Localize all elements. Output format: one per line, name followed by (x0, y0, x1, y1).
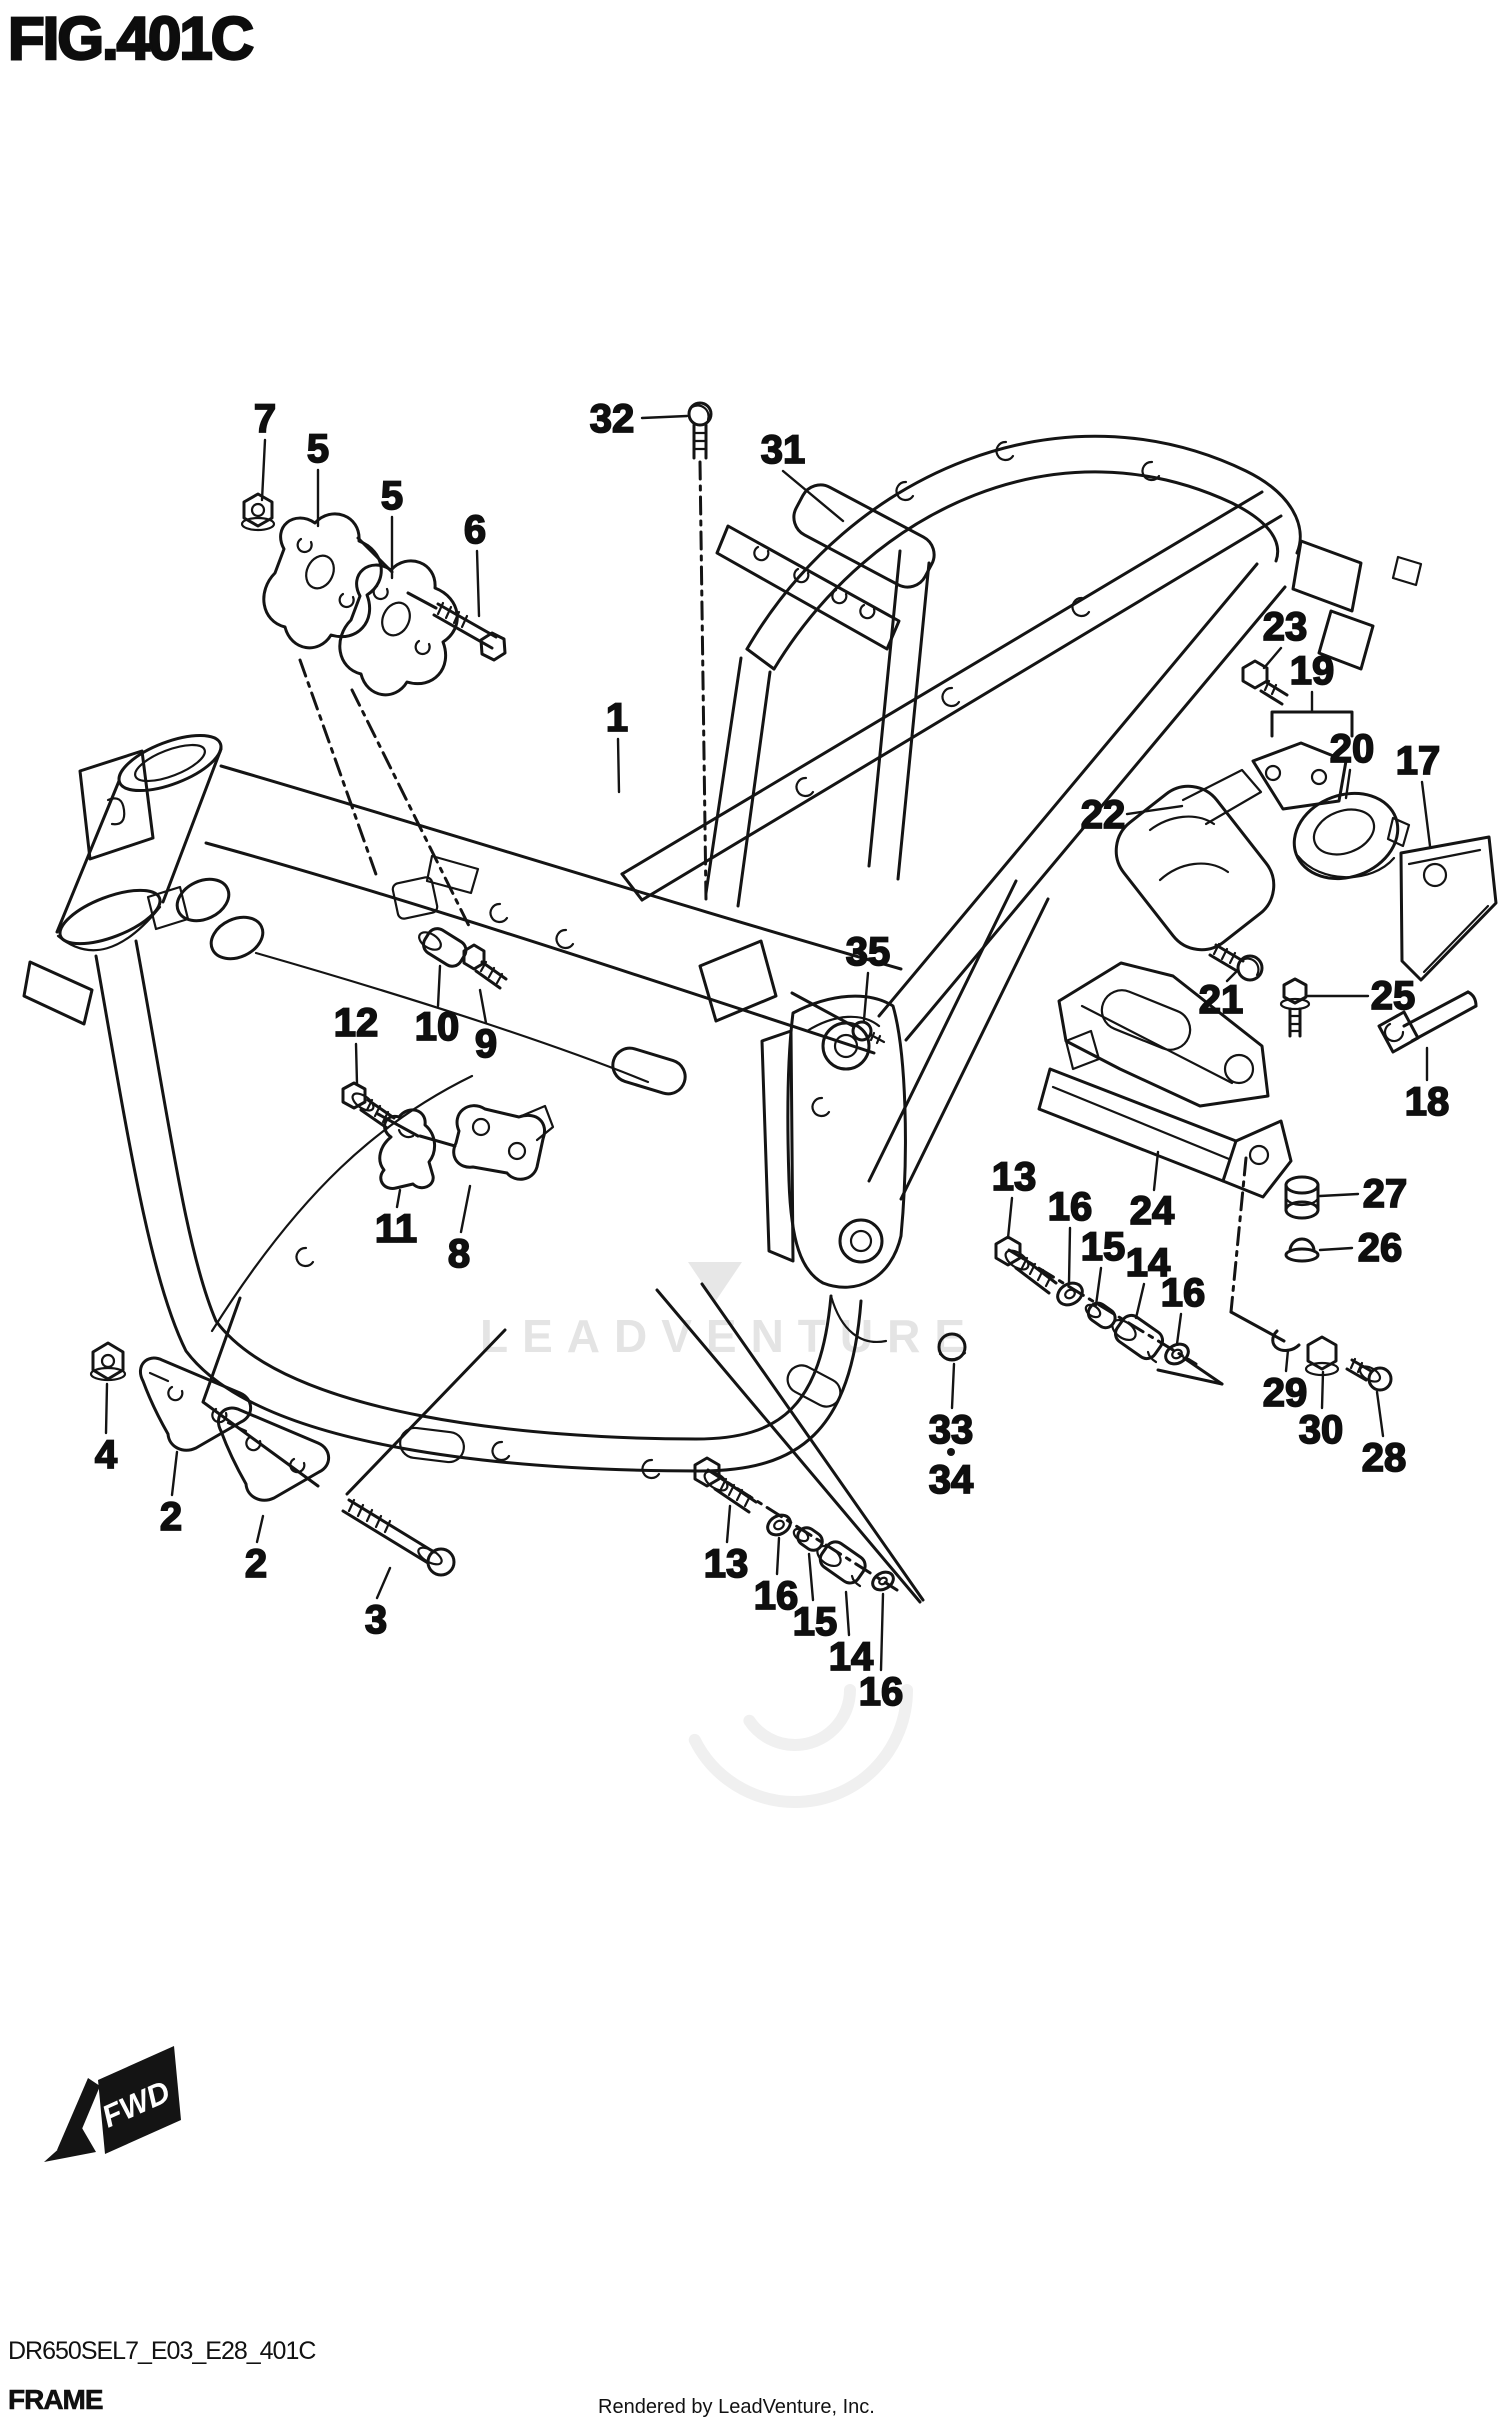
leader-line-1 (618, 739, 619, 792)
part-plate-17 (1401, 837, 1496, 980)
part-clip-29 (1273, 1331, 1299, 1351)
callout-17: 17 (1395, 739, 1441, 783)
callout-2: 2 (244, 1542, 268, 1586)
leader-line-2 (257, 1516, 263, 1542)
callout-4: 4 (94, 1433, 118, 1477)
callout-15: 15 (792, 1600, 838, 1644)
part-nut-7 (242, 494, 274, 530)
callout-6: 6 (463, 508, 487, 552)
leader-line-31 (783, 471, 843, 521)
callout-10: 10 (414, 1005, 460, 1049)
callout-28: 28 (1361, 1436, 1407, 1480)
part-bolt-25 (1281, 979, 1309, 1036)
callout-18: 18 (1404, 1080, 1450, 1124)
callout-30: 30 (1298, 1408, 1344, 1452)
callout-1: 1 (605, 696, 629, 740)
leader-line-15 (809, 1554, 813, 1600)
callout-29: 29 (1262, 1371, 1308, 1415)
part-bolt-9 (464, 945, 506, 988)
part-washer-16d (869, 1569, 896, 1594)
callout-35: 35 (845, 930, 891, 974)
part-bolt-21 (1210, 944, 1262, 980)
part-spacer-15b (792, 1524, 826, 1554)
leader-line-24 (1154, 1152, 1158, 1190)
leader-line-29 (1286, 1350, 1288, 1371)
leader-line-16 (777, 1538, 779, 1574)
part-bracket-31 (717, 478, 941, 649)
callout-19: 19 (1289, 649, 1335, 693)
part-bushing-10 (416, 925, 470, 970)
callout-16: 16 (753, 1574, 799, 1618)
leader-line-33 (952, 1364, 954, 1408)
leader-line-11 (397, 1190, 400, 1207)
callout-numbers (95, 397, 1449, 1714)
part-bracket-8 (454, 1106, 553, 1180)
leader-line-30 (1322, 1372, 1323, 1408)
leader-line-7 (262, 440, 265, 500)
callout-2: 2 (159, 1495, 183, 1539)
figure-title: FIG.401C (8, 5, 253, 72)
part-bracket-2a (140, 1358, 250, 1450)
leader-line-3 (377, 1568, 390, 1598)
part-bushing-14a (1109, 1312, 1167, 1363)
callout-33: 33 (928, 1408, 974, 1452)
callout-16: 16 (858, 1670, 904, 1714)
watermark (480, 1262, 979, 1802)
part-bracket-5a (264, 514, 381, 648)
leader-line-16 (881, 1594, 883, 1670)
footer-credit: Rendered by LeadVenture, Inc. (598, 2396, 875, 2418)
callout-13: 13 (991, 1155, 1037, 1199)
callout-22: 22 (1080, 793, 1126, 837)
callout-16: 16 (1047, 1185, 1093, 1229)
part-bolt-28 (1347, 1359, 1391, 1390)
leader-line-32 (642, 416, 687, 418)
part-nut-30 (1306, 1337, 1338, 1375)
watermark-logo-mark (688, 1262, 742, 1302)
leader-line-16 (1177, 1314, 1181, 1344)
callout-7: 7 (253, 397, 277, 441)
callout-23: 23 (1262, 605, 1308, 649)
leader-line-14 (1136, 1284, 1144, 1318)
watermark-text: LEADVENTURE (480, 1310, 980, 1362)
footer-part-name: FRAME (8, 2384, 103, 2415)
head-tube-top (112, 724, 228, 802)
callout-3: 3 (364, 1598, 388, 1642)
part-bushing-14b (814, 1538, 869, 1587)
callout-24: 24 (1129, 1189, 1175, 1233)
leader-line-15 (1096, 1268, 1101, 1305)
callout-14: 14 (828, 1635, 874, 1679)
part-bracket-5b (340, 561, 457, 695)
footer-part-code: DR650SEL7_E03_E28_401C (8, 2337, 316, 2365)
leader-line-2 (172, 1452, 177, 1495)
leader-line-12 (356, 1044, 357, 1084)
part-bolt-3 (343, 1500, 454, 1575)
callout-20: 20 (1329, 727, 1375, 771)
leader-line-28 (1377, 1392, 1383, 1436)
part-cap-26 (1286, 1239, 1318, 1261)
backbone-tube (221, 766, 901, 969)
part-washer-16c-hole (773, 1519, 786, 1531)
callout-13: 13 (703, 1542, 749, 1586)
callout-25: 25 (1370, 974, 1416, 1018)
part-tray-24 (1039, 1031, 1291, 1197)
leader-line-14 (846, 1592, 849, 1635)
leader-line-8 (461, 1186, 470, 1232)
leader-line-9 (480, 990, 486, 1023)
leader-line-4 (106, 1384, 107, 1433)
callout-12: 12 (333, 1001, 379, 1045)
callout-14: 14 (1125, 1241, 1171, 1285)
leader-line-16 (1069, 1228, 1070, 1283)
leader-line-22 (1127, 806, 1182, 814)
callout-8: 8 (447, 1232, 471, 1276)
fwd-arrow (44, 2046, 181, 2162)
part-bracket-11 (380, 1110, 435, 1189)
leader-line-13 (727, 1506, 730, 1542)
part-bolt-32 (689, 403, 711, 458)
callout-11: 11 (374, 1207, 418, 1251)
callout-26: 26 (1357, 1226, 1403, 1270)
part-cushion-27 (1286, 1177, 1318, 1218)
part-shield-22 (1102, 770, 1289, 964)
leader-line-10 (438, 966, 440, 1006)
callout-5: 5 (306, 427, 330, 471)
leader-line-6 (477, 551, 479, 616)
leader-line-13 (1008, 1198, 1012, 1238)
leader-line-27 (1320, 1194, 1358, 1196)
callout-9: 9 (474, 1022, 498, 1066)
callout-32: 32 (589, 397, 635, 441)
callout-16: 16 (1160, 1271, 1206, 1315)
part-nut-4 (91, 1343, 125, 1380)
leader-line-23 (1264, 648, 1281, 668)
fwd-label: FWD (96, 2073, 176, 2135)
callout-31: 31 (760, 428, 806, 472)
callout-15: 15 (1080, 1225, 1126, 1269)
leader-line-26 (1320, 1248, 1352, 1250)
callout-21: 21 (1198, 978, 1244, 1022)
callout-34: 34 (928, 1458, 974, 1502)
callout-27: 27 (1362, 1172, 1408, 1216)
callout-5: 5 (380, 474, 404, 518)
part-bolt-13-upper (996, 1237, 1056, 1293)
leader-line-17 (1422, 782, 1430, 846)
